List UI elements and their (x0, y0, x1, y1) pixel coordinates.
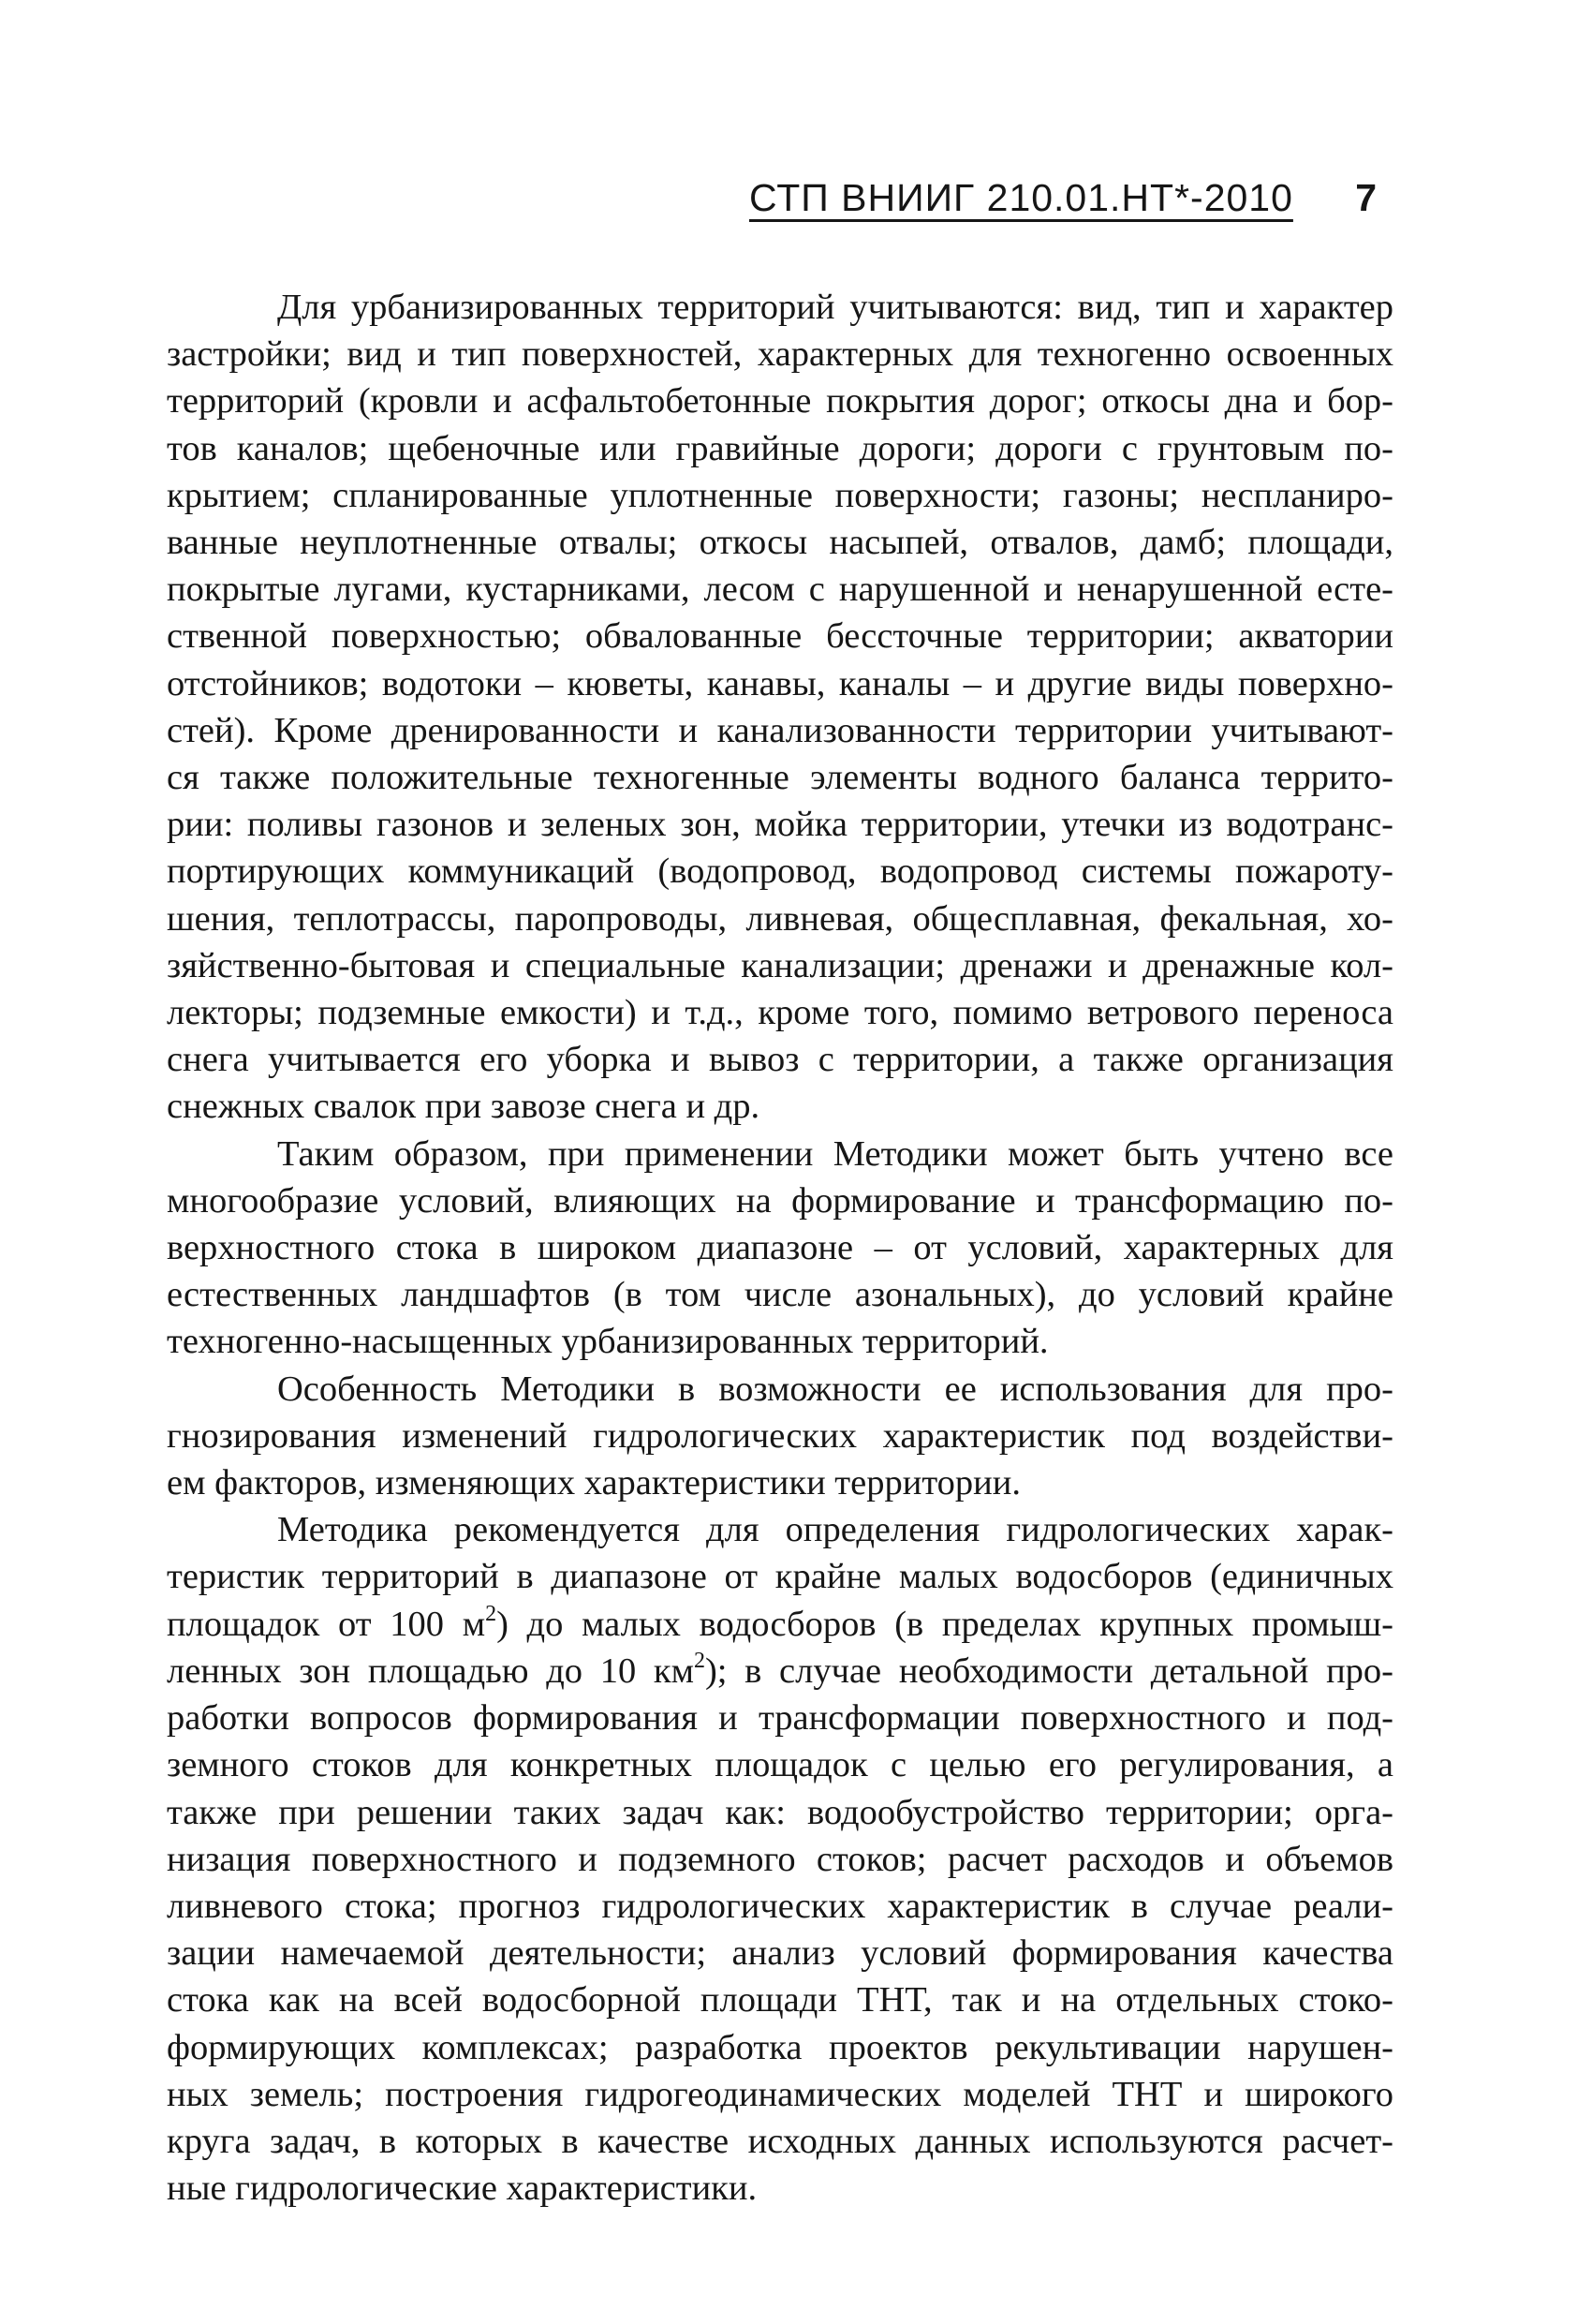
text-line: снежных свалок при завозе снега и др. (167, 1087, 760, 1127)
page-number: 7 (1355, 176, 1377, 219)
text-line: ственной поверхностью; обвалованные бессточные территории; акватории (167, 616, 1393, 657)
text-line: земного стоков для конкретных площадок с целью его регулирования, а (167, 1745, 1393, 1785)
paragraph (167, 284, 1393, 1131)
document-code: СТП ВНИИГ 210.01.НТ*-2010 (749, 176, 1293, 219)
text-line: крытием; спланированные уплотненные поверхности; газоны; неспланиро- (167, 475, 1393, 515)
text-line: ные гидрологические характеристики. (167, 2169, 758, 2209)
text-line: также при решении таких задач как: водообустройство территории; орга- (167, 1792, 1393, 1832)
text-line: низация поверхностного и подземного стоков; расчет расходов и объемов (167, 1839, 1393, 1879)
text-line: тов каналов; щебеночные или гравийные дороги; дороги с грунтовым по- (167, 428, 1393, 468)
paragraph (167, 1366, 1393, 1507)
text-line: техногенно-насыщенных урбанизированных территорий. (167, 1322, 1049, 1362)
text-line: рии: поливы газонов и зеленых зон, мойка территории, утечки из водотранс- (167, 805, 1393, 845)
text-line: естественных ландшафтов (в том числе азональных), до условий крайне (167, 1275, 1393, 1315)
paragraph (167, 1506, 1393, 2212)
text-line: теристик территорий в диапазоне от крайне малых водосборов (единичных (167, 1557, 1393, 1597)
text-line: снега учитывается его уборка и вывоз с территории, а также организация (167, 1040, 1393, 1080)
running-header (749, 176, 1405, 232)
text-line: Методика рекомендуется для определения гидрологических харак- (277, 1510, 1393, 1550)
text-line: ных земель; построения гидрогеодинамических моделей ТНТ и широкого (167, 2074, 1393, 2114)
text-line: ливневого стока; прогноз гидрологических характеристик в случае реали- (167, 1886, 1393, 1926)
text-line: портирующих коммуникаций (водопровод, водопровод системы пожароту- (167, 851, 1393, 892)
text-line: Для урбанизированных территорий учитываются: вид, тип и характер (277, 288, 1393, 327)
text-line: ем факторов, изменяющих характеристики территории. (167, 1463, 1021, 1503)
text-line: ванные неуплотненные отвалы; откосы насыпей, отвалов, дамб; площади, (167, 523, 1393, 563)
text-line: Таким образом, при применении Методики может быть учтено все (277, 1133, 1393, 1174)
text-line: лекторы; подземные емкости) и т.д., кроме того, помимо ветрового переноса (167, 993, 1393, 1033)
text-line: шения, теплотрассы, паропроводы, ливневая, общесплавная, фекальная, хо- (167, 898, 1393, 939)
text-line: ленных зон площадью до 10 $км^2$); в случае необходимости детальной про- (167, 1648, 1393, 1691)
text-line: верхностного стока в широком диапазоне – от условий, характерных для (167, 1228, 1393, 1268)
text-line: застройки; вид и тип поверхностей, характерных для техногенно освоенных (167, 334, 1393, 375)
body-text (167, 284, 1393, 2212)
text-line: территорий (кровли и асфальтобетонные покрытия дорог; откосы дна и бор- (167, 381, 1393, 422)
text-line: ся также положительные техногенные элементы водного баланса террито- (167, 758, 1393, 798)
text-line: круга задач, в которых в качестве исходных данных используются расчет- (167, 2121, 1393, 2161)
text-line: Особенность Методики в возможности ее использования для про- (277, 1369, 1393, 1409)
text-line: отстойников; водотоки – кюветы, канавы, каналы – и другие виды поверхно- (167, 663, 1393, 703)
text-line: покрытые лугами, кустарниками, лесом с нарушенной и ненарушенной есте- (167, 570, 1393, 610)
text-line: стей). Кроме дренированности и канализованности территории учитывают- (167, 710, 1393, 750)
text-line: многообразие условий, влияющих на формирование и трансформацию по- (167, 1180, 1393, 1221)
paragraph (167, 1131, 1393, 1366)
text-line: работки вопросов формирования и трансформации поверхностного и под- (167, 1698, 1393, 1739)
text-line: гнозирования изменений гидрологических характеристик под воздействи- (167, 1415, 1393, 1456)
text-line: площадок от 100 $м^2$) до малых водосборов (в пределах крупных промыш- (167, 1601, 1393, 1644)
text-line: стока как на всей водосборной площади ТНТ, так и на отдельных стоко- (167, 1980, 1393, 2021)
text-line: зяйственно-бытовая и специальные канализации; дренажи и дренажные кол- (167, 945, 1393, 985)
text-line: зации намечаемой деятельности; анализ условий формирования качества (167, 1933, 1393, 1974)
text-line: формирующих комплексах; разработка проектов рекультивации нарушен- (167, 2027, 1393, 2067)
